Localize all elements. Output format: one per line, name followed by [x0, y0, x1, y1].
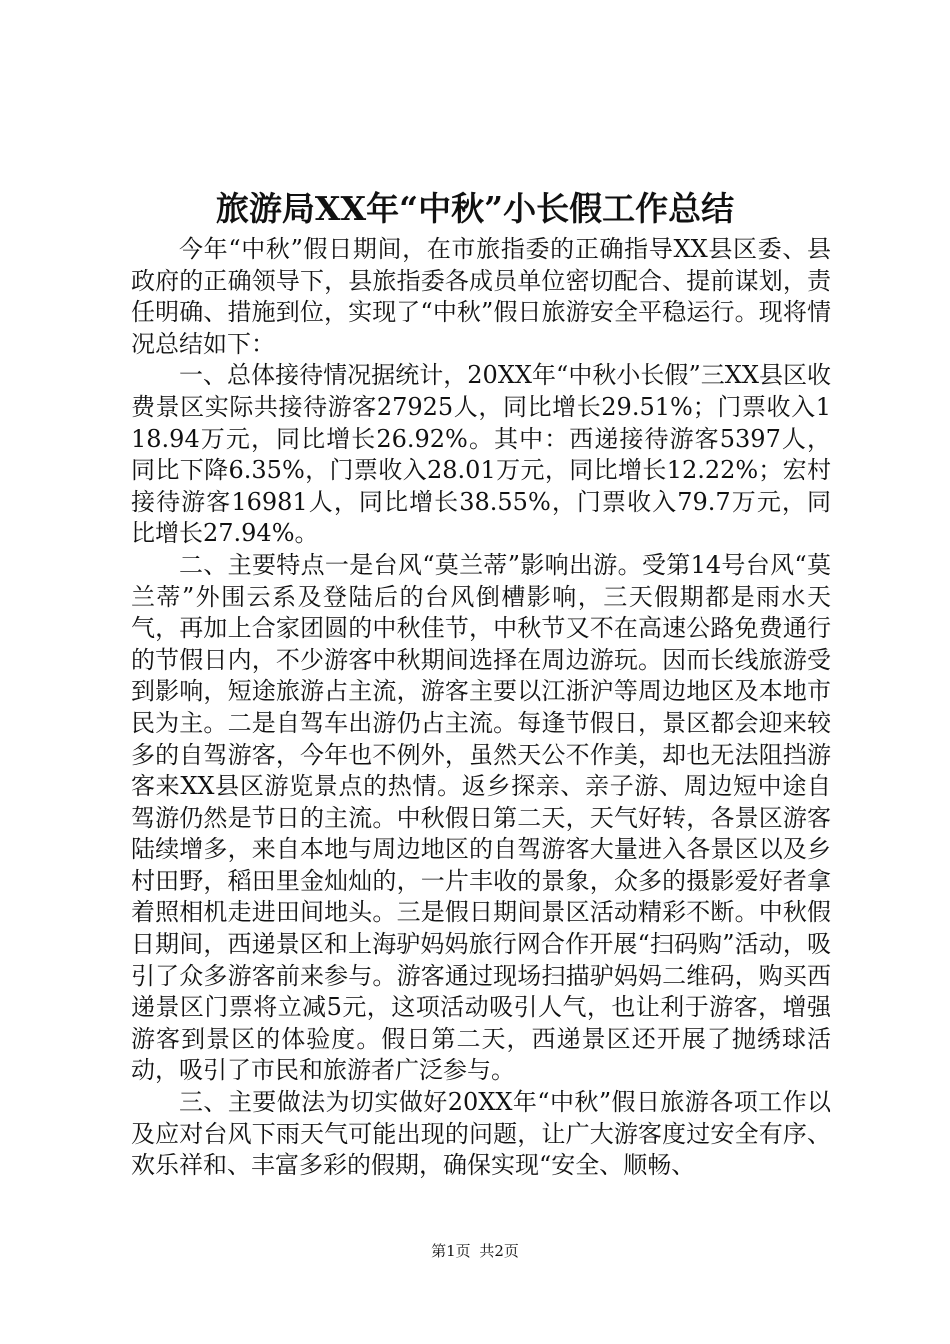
paragraph-section-1: 一、总体接待情况据统计，20XX年“中秋小长假”三XX县区收费景区实际共接待游客27925人，同比增长29.51%；门票收入118.94万元，同比增长26.92%。其中：西递接待游客5397人，同比下降6.35%，门票收入28.01万元，同比增长12.22%；宏村接待游客16981人，同比增长38.55%，门票收入79.7万元，同比增长27.94%。 [131, 361, 831, 548]
page-number-total: 共2页 [479, 1242, 519, 1260]
paragraph-section-2: 二、主要特点一是台风“莫兰蒂”影响出游。受第14号台风“莫兰蒂”外围云系及登陆后的台风倒槽影响，三天假期都是雨水天气，再加上合家团圆的中秋佳节，中秋节又不在高速公路免费通行的节假日内，不少游客中秋期间选择在周边游玩。因而长线旅游受到影响，短途旅游占主流，游客主要以江浙沪等周边地区及本地市民为主。二是自驾车出游仍占主流。每逢节假日，景区都会迎来较多的自驾游客，今年也不例外，虽然天公不作美，却也无法阻挡游客来XX县区游览景点的热情。返乡探亲、亲子游、周边短中途自驾游仍然是节日的主流。中秋假日第二天，天气好转，各景区游客陆续增多，来自本地与周边地区的自驾游客大量进入各景区以及乡村田野，稻田里金灿灿的，一片丰收的景象，众多的摄影爱好者拿着照相机走进田间地头。三是假日期间景区活动精彩不断。中秋假日期间，西递景区和上海驴妈妈旅行网合作开展“扫码购”活动，吸引了众多游客前来参与。游客通过现场扫描驴妈妈二维码，购买西递景区门票将立减5元，这项活动吸引人气，也让利于游客，增强游客到景区的体验度。假日第二天，西递景区还开展了抛绣球活动，吸引了市民和旅游者广泛参与。 [131, 550, 831, 1085]
paragraph-section-3: 三、主要做法为切实做好20XX年“中秋”假日旅游各项工作以及应对台风下雨天气可能出现的问题，让广大游客度过安全有序、欢乐祥和、丰富多彩的假期，确保实现“安全、顺畅、 [131, 1088, 831, 1180]
paragraph-intro: 今年“中秋”假日期间，在市旅指委的正确指导XX县区委、县政府的正确领导下，县旅指委各成员单位密切配合、提前谋划，责任明确、措施到位，实现了“中秋”假日旅游安全平稳运行。现将情况总结如下： [131, 235, 831, 358]
page-number-current: 第1页 [431, 1242, 471, 1260]
document-body [131, 234, 831, 1182]
page-footer [0, 1240, 950, 1262]
document-title: 旅游局XX年“中秋”小长假工作总结 [215, 189, 735, 228]
